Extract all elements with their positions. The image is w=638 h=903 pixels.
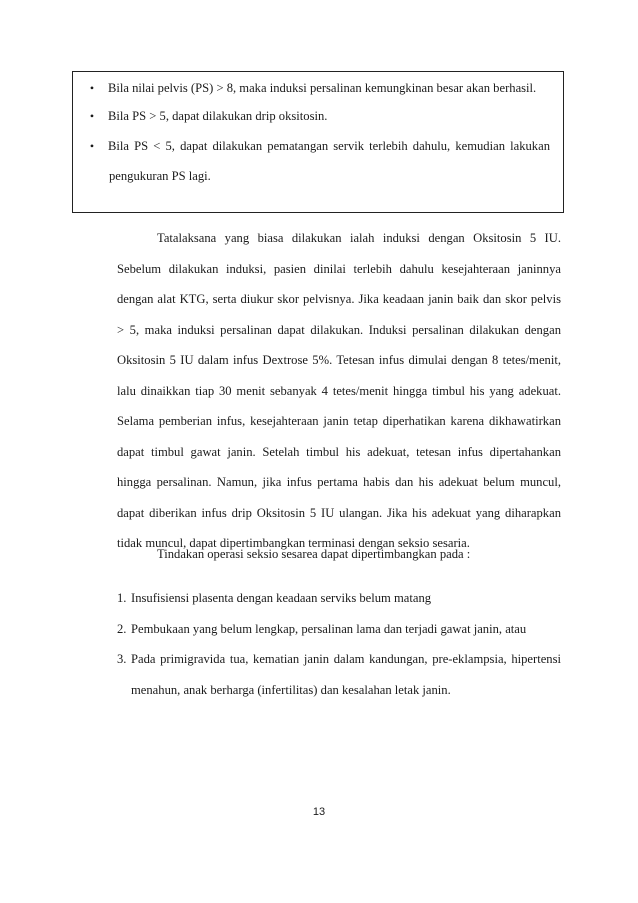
second-paragraph [117,539,561,570]
paragraph-line: Tindakan operasi seksio sesarea dapat dipertimbangkan pada : [157,547,471,561]
bullet-icon: • [89,109,95,123]
bullet-continuation: pengukuran PS lagi. [109,169,211,183]
list-text: Pembukaan yang belum lengkap, persalinan lama dan terjadi gawat janin, atau [131,621,527,636]
list-item [117,583,561,614]
list-text: Insufisiensi plasenta dengan keadaan serviks belum matang [131,591,432,605]
bullet-icon: • [89,139,95,153]
paragraph-line: dengan alat KTG, serta diukur skor pelvisnya. Jika keadaan janin baik dan skor pelvis [117,292,561,306]
list-item [117,614,561,645]
paragraph-line: dapat timbul gawat janin. Setelah timbul his adekuat, tetesan infus dipertahankan [117,444,561,459]
page-number: 13 [312,806,326,818]
paragraph-line: tidak muncul, dapat dipertimbangkan terminasi dengan seksio sesaria. [117,536,470,550]
list-number: 2. [117,621,127,636]
main-paragraph [117,223,561,559]
paragraph-line: hingga persalinan. Namun, jika infus pertama habis dan his adekuat belum muncul, [117,475,561,489]
list-text: Pada primigravida tua, kematian janin dalam kandungan, pre-eklampsia, hipertensi [131,652,561,666]
bullet-text: Bila PS > 5, dapat dilakukan drip oksitosin. [108,109,328,123]
list-text: menahun, anak berharga (infertilitas) dan kesalahan letak janin. [131,682,451,697]
paragraph-line: Tatalaksana yang biasa dilakukan ialah induksi dengan Oksitosin 5 IU. [157,231,561,245]
criteria-box [72,71,564,213]
paragraph-line: Selama pemberian infus, kesejahteraan janin tetap diperhatikan karena dikhawatirkan [117,414,561,428]
bullet-text: Bila PS < 5, dapat dilakukan pematangan servik terlebih dahulu, kemudian lakukan [108,139,550,153]
numbered-list [117,583,561,705]
list-number: 3. [117,652,127,666]
paragraph-line: > 5, maka induksi persalinan dapat dilakukan. Induksi persalinan dilakukan dengan [117,322,561,337]
paragraph-line: lalu dinaikkan tiap 30 menit sebanyak 4 tetes/menit hingga timbul his yang adekuat. [117,383,561,398]
list-number: 1. [117,591,127,605]
paragraph-line: Sebelum dilakukan induksi, pasien dinilai terlebih dahulu kesejahteraan janinnya [117,261,561,276]
paragraph-line: Oksitosin 5 IU dalam infus Dextrose 5%. Tetesan infus dimulai dengan 8 tetes/menit, [117,353,561,367]
list-item-continuation [117,675,561,706]
list-item [117,644,561,675]
bullet-text: Bila nilai pelvis (PS) > 8, maka induksi persalinan kemungkinan besar akan berhasil. [108,81,537,95]
paragraph-line: dapat diberikan infus drip Oksitosin 5 IU ulangan. Jika his adekuat yang diharapkan [117,505,561,520]
bullet-icon: • [89,81,95,95]
